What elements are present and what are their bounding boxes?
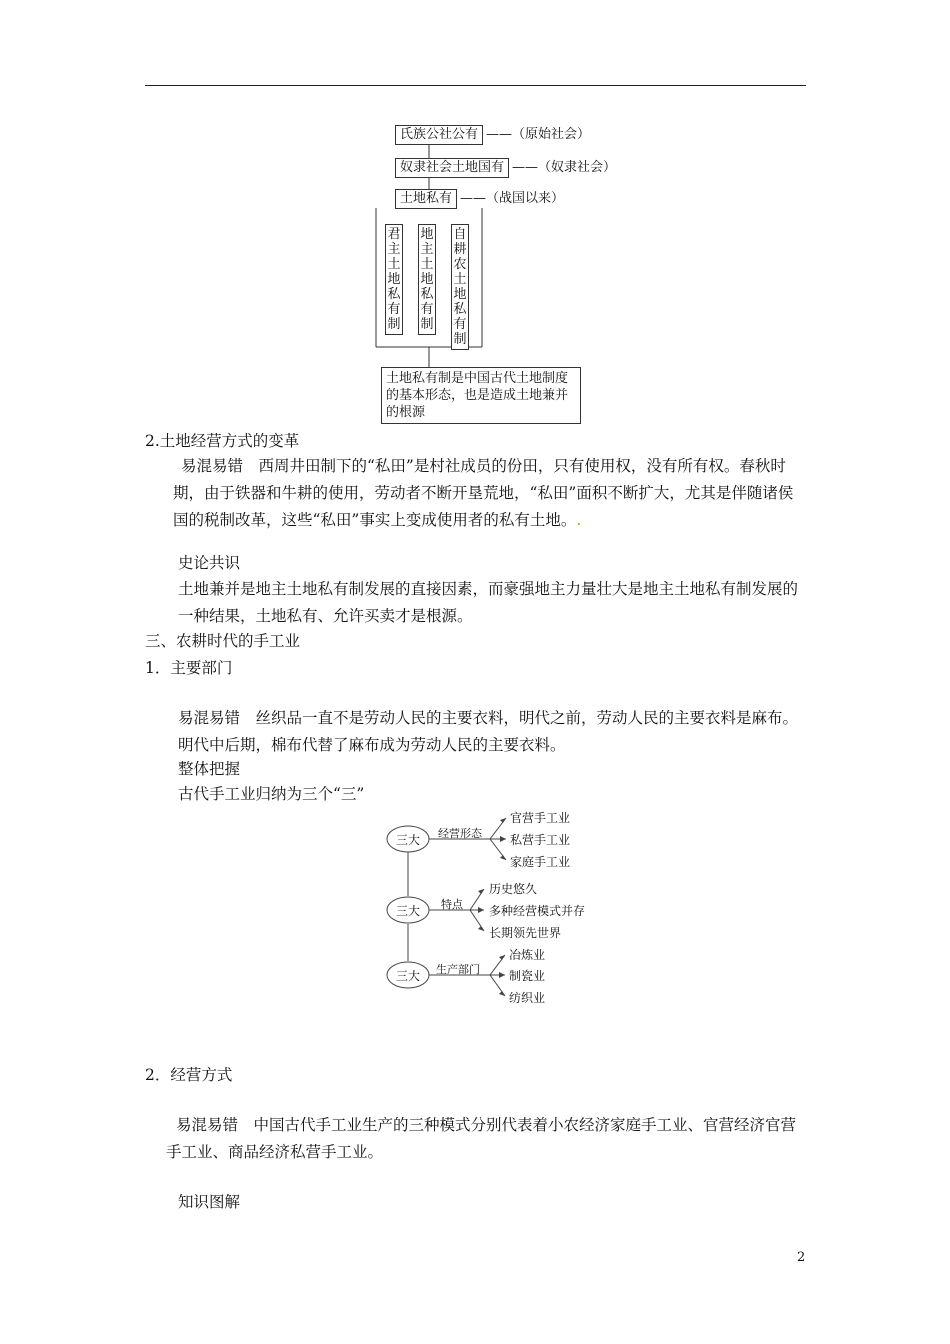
subsection-operation-modes: 2．经营方式 [145, 1066, 233, 1084]
circle-3-label: 三大 [396, 969, 421, 983]
group-1-item-1: 官营手工业 [510, 811, 571, 825]
section2-heading: 2.土地经营方式的变革 [145, 432, 300, 450]
zhishi-heading: 知识图解 [178, 1193, 241, 1211]
group-2-category: 特点 [441, 898, 463, 911]
paragraph-tudi-jianbing: 土地兼并是地主土地私有制发展的直接因素，而豪强地主力量壮大是地主土地私有制发展的一种结果，土地私有、允许买卖才是根源。 [178, 580, 799, 625]
group-1-category: 经营形态 [438, 827, 482, 840]
group-1-item-3: 家庭手工业 [510, 855, 571, 869]
zhengti-heading: 整体把握 [178, 760, 241, 778]
group-3-item-1: 冶炼业 [509, 948, 546, 962]
shilun-heading: 史论共识 [178, 554, 241, 572]
group-2-item-2: 多种经营模式并存 [489, 904, 586, 918]
group-2-item-1: 历史悠久 [489, 882, 538, 896]
stage-slave: 奴隶社会土地国有 [395, 158, 509, 178]
stage-private: 土地私有 [395, 189, 457, 209]
group-3-item-3: 纺织业 [509, 991, 546, 1005]
subsection-main-sectors: 1．主要部门 [145, 659, 233, 677]
land-summary-box: 土地私有制是中国古代土地制度的基本形态，也是造成土地兼并的根源 [381, 367, 581, 424]
stage-private-note: ——（战国以来） [460, 191, 565, 206]
circle-2-label: 三大 [396, 904, 421, 918]
stage-primitive-note: ——（原始社会） [486, 127, 591, 142]
branch-peasant: 自耕农土地私有制 [451, 224, 469, 350]
paragraph-jingtian-text: 易混易错 西周井田制下的“私田”是村社成员的份田，只有使用权，没有所有权。春秋时期，由于铁器和牛耕的使用，劳动者不断开垦荒地，“私田”面积不断扩大，尤其是伴随诸侯国的税制改革，这些“私田”事实上变成使用者的私有土地。 [173, 457, 794, 529]
paragraph-silk: 易混易错 丝织品一直不是劳动人民的主要衣料，明代之前，劳动人民的主要衣料是麻布。明代中后期，棉布代替了麻布成为劳动人民的主要衣料。 [178, 709, 799, 754]
group-3-item-2: 制瓷业 [509, 969, 546, 983]
branch-monarch: 君主土地私有制 [385, 224, 403, 335]
paragraph-three-modes: 易混易错 中国古代手工业生产的三种模式分别代表着小农经济家庭手工业、官营经济官营手工业、商品经济私营手工业。 [166, 1116, 797, 1161]
circle-1-label: 三大 [396, 833, 421, 847]
group-1-item-2: 私营手工业 [510, 833, 571, 847]
stage-slave-note: ——（奴隶社会） [512, 160, 617, 175]
guina-text: 古代手工业归纳为三个“三” [178, 785, 365, 803]
section3-heading: 三、农耕时代的手工业 [145, 632, 301, 650]
group-3-category: 生产部门 [436, 963, 480, 976]
stage-primitive: 氏族公社公有 [395, 125, 483, 145]
branch-landlord: 地主土地私有制 [418, 224, 436, 335]
stray-dot: . [576, 511, 582, 529]
page-number: 2 [797, 1250, 806, 1265]
group-2-item-3: 长期领先世界 [489, 926, 562, 940]
